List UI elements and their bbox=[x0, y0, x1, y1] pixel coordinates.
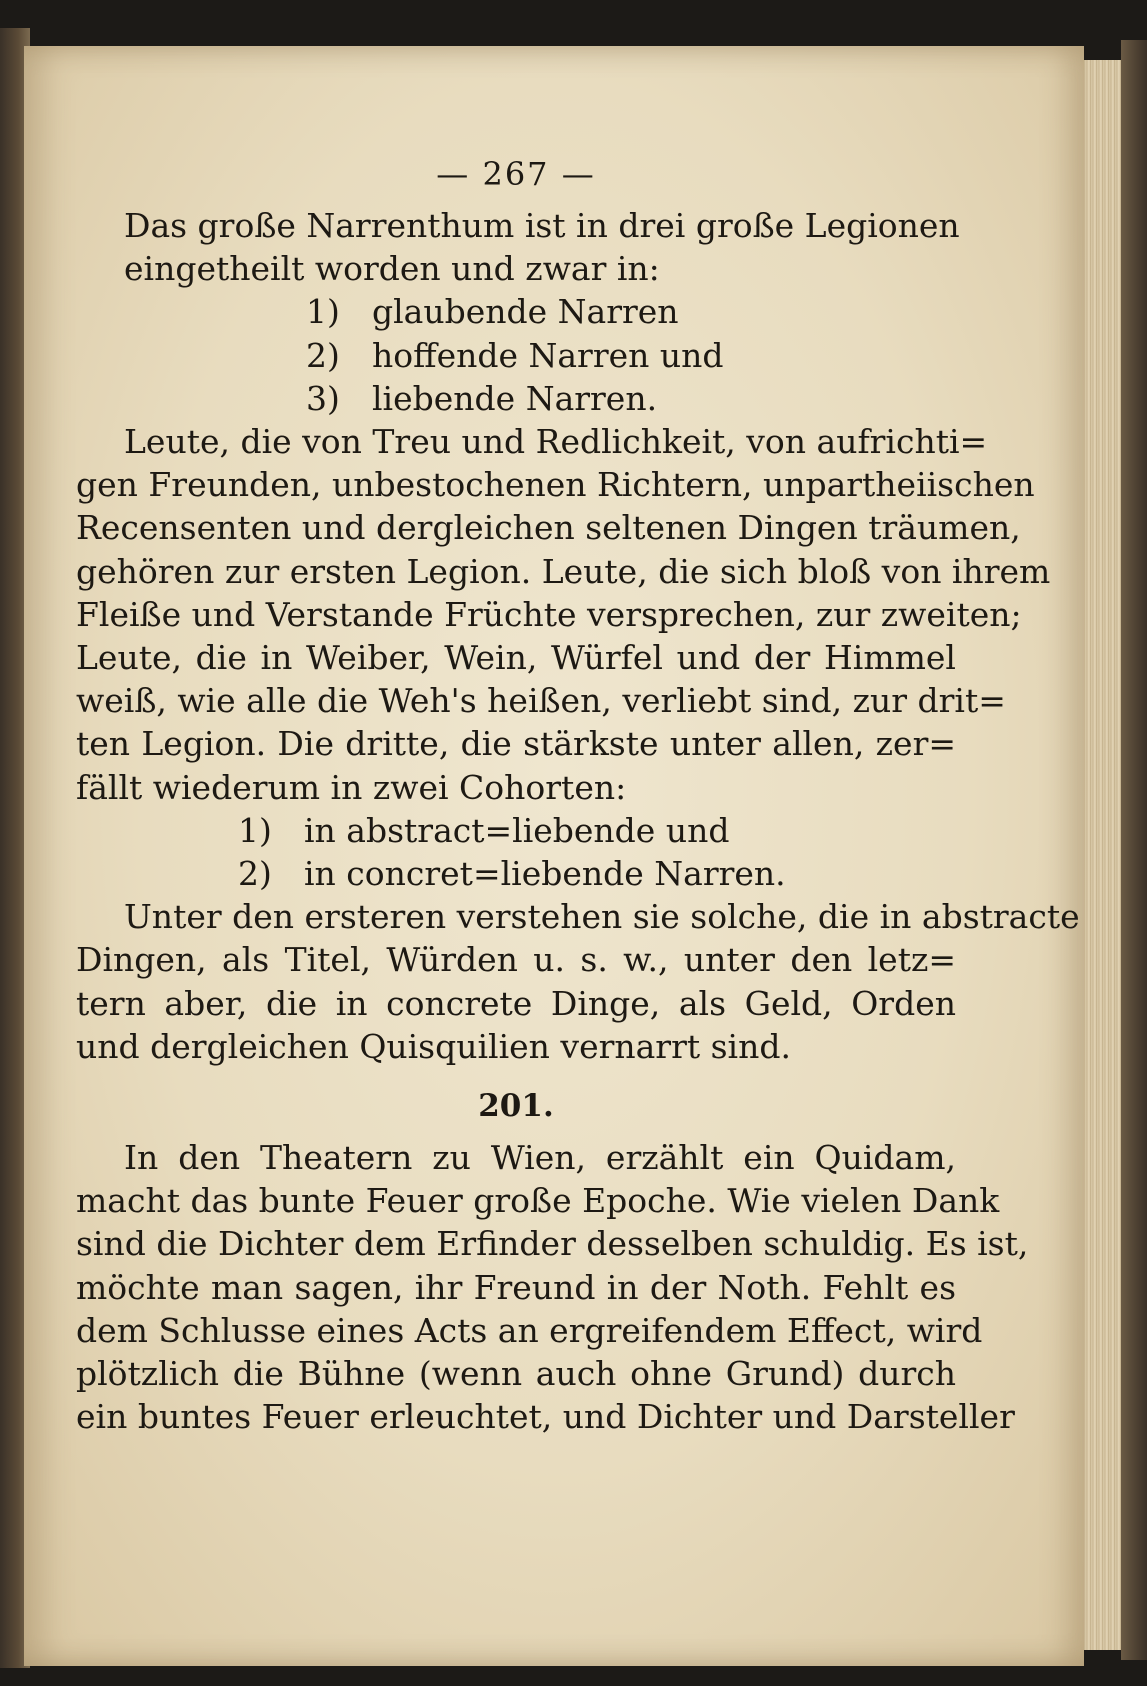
text-line: gen Freunden, unbestochenen Richtern, unpartheiischen bbox=[76, 465, 1035, 505]
text-line: eingetheilt worden und zwar in: bbox=[124, 249, 660, 289]
text-line: ein buntes Feuer erleuchtet, und Dichter und Darsteller bbox=[76, 1397, 1015, 1437]
legion-list bbox=[76, 290, 956, 420]
paragraph-section-201 bbox=[76, 1136, 1029, 1438]
page-text bbox=[76, 144, 1080, 1438]
text-line: plötzlich die Bühne (wenn auch ohne Grund) durch bbox=[76, 1354, 956, 1394]
book-cover-right bbox=[1121, 40, 1147, 1660]
text-line: In den Theatern zu Wien, erzählt ein Quidam, bbox=[124, 1138, 956, 1178]
text-line: Unter den ersteren verstehen sie solche, die in abstracte bbox=[124, 897, 1080, 937]
list-item: 1) in abstract=liebende und bbox=[238, 810, 730, 850]
text-line: gehören zur ersten Legion. Leute, die sich bloß von ihrem bbox=[76, 551, 1051, 591]
cohort-list bbox=[76, 809, 956, 895]
text-line: Leute, die von Treu und Redlichkeit, von aufrichti= bbox=[124, 422, 988, 462]
list-item: 3) liebende Narren. bbox=[306, 378, 658, 418]
text-line: dem Schlusse eines Acts an ergreifendem Effect, wird bbox=[76, 1310, 983, 1350]
list-item: 2) in concret=liebende Narren. bbox=[238, 854, 786, 894]
list-item: 2) hoffende Narren und bbox=[306, 335, 724, 375]
text-line: tern aber, die in concrete Dinge, als Geld, Orden bbox=[76, 983, 956, 1023]
paragraph-legions bbox=[76, 420, 1051, 809]
paragraph-cohorts bbox=[76, 895, 1080, 1068]
text-line: fällt wiederum in zwei Cohorten: bbox=[76, 767, 627, 807]
text-line: Recensenten und dergleichen seltenen Dingen träumen, bbox=[76, 508, 1021, 548]
section-number: 201. bbox=[478, 1088, 554, 1125]
text-line: und dergleichen Quisquilien vernarrt sind. bbox=[76, 1026, 791, 1066]
text-line: Leute, die in Weiber, Wein, Würfel und der Himmel bbox=[76, 638, 956, 678]
list-item: 1) glaubende Narren bbox=[306, 292, 679, 332]
text-line: Fleiße und Verstande Früchte versprechen, zur zweiten; bbox=[76, 594, 1022, 634]
text-line: macht das bunte Feuer große Epoche. Wie vielen Dank bbox=[76, 1181, 1000, 1221]
text-line: Dingen, als Titel, Würden u. s. w., unter den letz= bbox=[76, 940, 956, 980]
paragraph-intro bbox=[76, 204, 960, 290]
text-line: ten Legion. Die dritte, die stärkste unter allen, zer= bbox=[76, 724, 956, 764]
text-line: weiß, wie alle die Weh's heißen, verliebt sind, zur drit= bbox=[76, 681, 1006, 721]
text-line: Das große Narrenthum ist in drei große Legionen bbox=[124, 206, 960, 245]
text-line: möchte man sagen, ihr Freund in der Noth. Fehlt es bbox=[76, 1267, 956, 1307]
page-number: — 267 — bbox=[436, 155, 596, 193]
text-line: sind die Dichter dem Erfinder desselben schuldig. Es ist, bbox=[76, 1224, 1029, 1264]
book-page bbox=[24, 46, 1084, 1666]
